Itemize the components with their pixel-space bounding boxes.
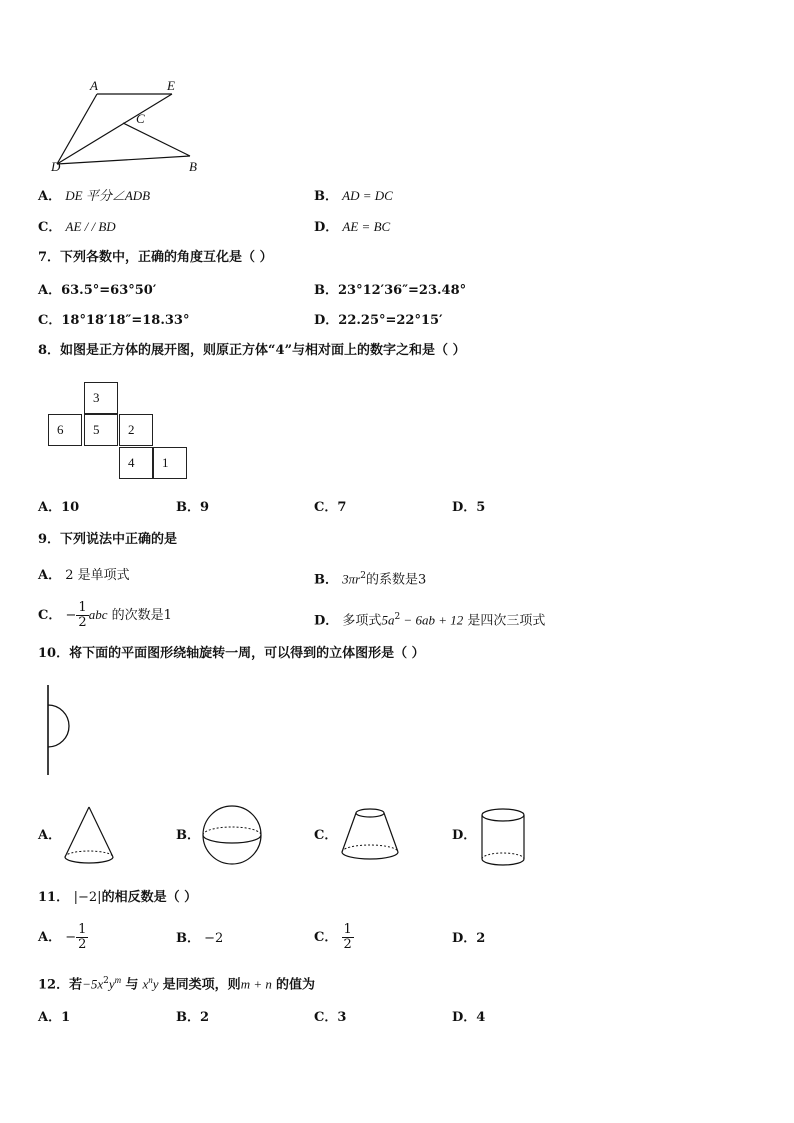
option-letter: B．	[176, 1010, 200, 1025]
net-cell-3: 3	[84, 382, 118, 414]
point-label-c: C	[136, 111, 145, 126]
frustum-icon	[339, 806, 401, 870]
option-letter: B．	[176, 931, 200, 946]
option-math: − 6ab + 12	[400, 612, 464, 628]
question-text: 与	[125, 977, 139, 993]
point-label-b: B	[189, 159, 197, 174]
abs-value-expression: |−2|	[73, 890, 102, 905]
net-cell-6: 6	[48, 414, 82, 446]
option-letter: B．	[176, 500, 200, 515]
question-text: 是同类项，则	[162, 977, 241, 993]
point-label-e: E	[167, 78, 175, 93]
q7-option-c	[38, 313, 189, 329]
q7-question: 7．下列各数中，正确的角度互化是（ ）	[38, 250, 273, 265]
question-number: 12．	[38, 977, 70, 993]
option-math: 3πr	[342, 571, 361, 587]
point-label-d: D	[51, 159, 61, 174]
option-letter: D．	[452, 931, 477, 946]
option-text: 10	[61, 500, 80, 515]
q9-option-a	[38, 568, 130, 584]
q7-option-a	[38, 283, 156, 299]
q10-question: 10．将下面的平面图形绕轴旋转一周，可以得到的立体图形是（ ）	[38, 646, 425, 661]
question-text: 的相反数是（ ）	[101, 890, 198, 905]
exponent: n	[148, 975, 153, 985]
q11-option-d	[452, 931, 485, 947]
option-letter: D．	[314, 613, 339, 629]
q6-option-b	[314, 188, 393, 205]
option-text: 63.5°=63°50′	[61, 283, 157, 298]
option-letter: C．	[314, 1010, 338, 1025]
option-text: AD = DC	[342, 188, 393, 203]
q8-option-a	[38, 500, 79, 516]
option-math: 3	[417, 572, 427, 588]
q11-option-b	[176, 931, 223, 947]
option-text: −2	[204, 931, 224, 946]
option-letter: A．	[38, 1010, 62, 1025]
option-text: 是四次三项式	[467, 613, 546, 629]
math-expression: m + n	[240, 976, 272, 992]
q6-option-c	[38, 219, 116, 236]
option-text: DE 平分∠ADB	[65, 188, 151, 203]
exponent: m	[114, 975, 122, 985]
option-math: 2	[65, 568, 74, 583]
option-math: 1	[163, 608, 172, 623]
option-text: 1	[61, 1010, 71, 1025]
fraction	[342, 923, 354, 952]
math-expression: y	[108, 976, 115, 992]
q8-option-c	[314, 500, 346, 516]
option-text: 5	[476, 500, 486, 515]
q11-option-c	[314, 922, 354, 954]
exponent: 2	[360, 571, 366, 581]
option-text: AE = BC	[342, 219, 391, 234]
option-letter: D．	[452, 1010, 477, 1025]
option-text: 2	[200, 1010, 210, 1025]
option-text: 3	[337, 1010, 347, 1025]
fraction-numerator: 1	[343, 922, 352, 937]
net-cell-2: 2	[119, 414, 153, 446]
fraction-denominator: 2	[78, 937, 87, 952]
q8-option-d	[452, 500, 485, 516]
cylinder-icon	[479, 806, 529, 874]
sphere-icon	[200, 803, 264, 871]
q11-option-a	[38, 922, 88, 954]
q10-option-c-letter: C．	[314, 828, 338, 843]
question-number: 11．	[38, 890, 70, 905]
fraction-numerator: 1	[78, 600, 87, 615]
option-letter: A．	[38, 189, 62, 204]
q11-question	[38, 890, 197, 906]
fraction-denominator: 2	[343, 937, 352, 952]
option-letter: D．	[314, 313, 339, 328]
q10-plane-figure	[40, 683, 80, 778]
semicircle-with-axis-icon	[40, 683, 80, 778]
question-text: 若	[69, 977, 83, 993]
math-expression: x	[142, 976, 149, 992]
minus-sign: −	[65, 930, 77, 945]
option-letter: C．	[314, 930, 338, 945]
option-letter: A．	[38, 930, 62, 945]
option-text: 的次数是	[111, 608, 164, 623]
q12-question	[38, 972, 315, 993]
fraction	[76, 601, 88, 630]
option-text: 18°18′18″=18.33°	[61, 313, 190, 328]
q7-option-b	[314, 283, 466, 299]
q6-option-d	[314, 219, 390, 236]
q6-figure	[40, 75, 220, 185]
option-text: 的系数是	[365, 572, 418, 588]
exponent: 2	[394, 612, 401, 622]
option-letter: B．	[314, 189, 338, 204]
fraction-numerator: 1	[78, 922, 87, 937]
net-cell-1: 1	[153, 447, 187, 479]
option-letter: D．	[314, 220, 339, 235]
minus-sign: −	[65, 608, 77, 623]
option-letter: D．	[452, 500, 477, 515]
q12-option-a	[38, 1010, 70, 1026]
q6-option-a	[38, 188, 150, 205]
q12-option-d	[452, 1010, 485, 1026]
option-letter: A．	[38, 568, 62, 583]
option-math: 5a	[381, 612, 395, 628]
q8-question: 8．如图是正方体的展开图，则原正方体“4”与相对面上的数字之和是（ ）	[38, 343, 466, 358]
option-text: 4	[476, 1010, 486, 1025]
option-letter: C．	[38, 608, 62, 623]
option-letter: A．	[38, 283, 62, 298]
question-text: 的值为	[276, 977, 316, 993]
q9-option-c	[38, 600, 172, 631]
option-letter: B．	[314, 572, 338, 588]
option-text: 是单项式	[77, 568, 130, 583]
q10-option-b-letter: B．	[176, 828, 200, 843]
q7-option-d	[314, 313, 443, 329]
cone-icon	[62, 805, 116, 871]
net-cell-5: 5	[84, 414, 118, 446]
q12-option-b	[176, 1010, 209, 1026]
point-label-a: A	[90, 78, 98, 93]
option-math: abc	[88, 607, 108, 622]
math-expression: y	[152, 976, 159, 992]
option-text: 9	[200, 500, 210, 515]
net-cell-4: 4	[119, 447, 153, 479]
q8-option-b	[176, 500, 209, 516]
q12-option-c	[314, 1010, 346, 1026]
q10-option-a-letter: A．	[38, 828, 62, 843]
option-text: 2	[476, 931, 486, 946]
cube-net-figure	[48, 382, 198, 482]
option-letter: C．	[314, 500, 338, 515]
option-text: 7	[337, 500, 347, 515]
q9-option-d	[314, 609, 545, 629]
q10-option-d-letter: D．	[452, 828, 477, 843]
q9-option-b	[314, 568, 426, 588]
option-text: 22.25°=22°15′	[338, 313, 443, 328]
fraction-denominator: 2	[78, 615, 87, 630]
option-letter: C．	[38, 220, 62, 235]
exponent: 2	[103, 976, 109, 986]
math-expression: −5x	[82, 976, 104, 992]
option-letter: C．	[38, 313, 62, 328]
option-text: 23°12′36″=23.48°	[338, 283, 467, 298]
fraction	[76, 923, 88, 952]
option-text: AE / / BD	[65, 219, 116, 234]
option-letter: B．	[314, 283, 338, 298]
q9-question: 9．下列说法中正确的是	[38, 532, 178, 547]
option-letter: A．	[38, 500, 62, 515]
option-text: 多项式	[342, 613, 382, 629]
